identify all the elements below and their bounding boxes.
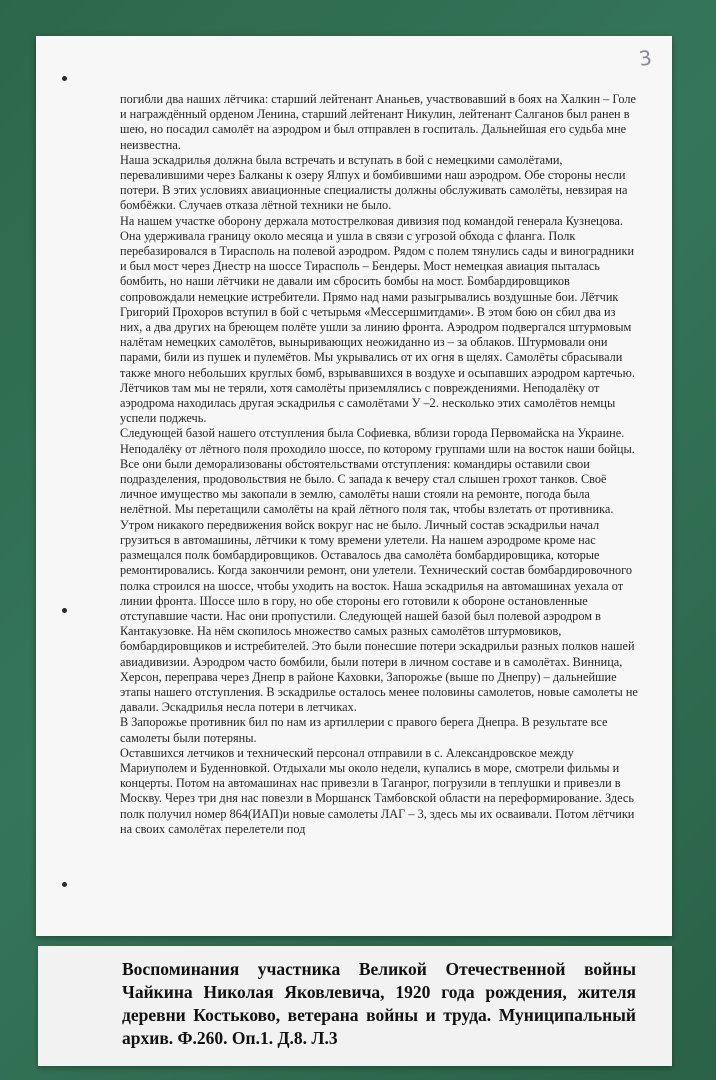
paragraph: На нашем участке оборону держала мотострелковая дивизия под командой генерала Кузнецова. Она удерживала границу около месяца и ушла в связи с угрозой обхода с фланга. Полк перебазировался в Тирасполь на полевой аэродром. Рядом с полем тянулись сады и виноградники и был мост через Днестр на шоссе Тирасполь – Бендеры. Мост немецкая авиация пыталась бомбить, но наши лётчики не давали им сбросить бомбы на мост. Бомбардировщиков сопровождали немецкие истребители. Прямо над нами разыгрывались воздушные бои. Лётчик Григорий Прохоров вступил в бой с четырьмя «Мессершмитдами». В этом бою он сбил два из них, а два других на бреющем полёте ушли за линию фронта. Аэродром подвергался штурмовым налётам немецких самолётов, выныривающих неожиданно из – за облаков. Штурмовали они парами, били из пушек и пулемётов. Мы укрывались от их огня в щелях. Самолёты сбрасывали также много небольших круглых бомб, взрывавшихся в воздухе и осыпавших аэродром картечью. Лётчиков там мы не теряли, хотя самолёты приземлялись с повреждениями. Неподалёку от аэродрома находилась другая эскадрилья с самолётами У –2. несколько этих самолётов немцы успели поджечь. [120, 213, 635, 426]
paragraph: Наша эскадрилья должна была встречать и вступать в бой с немецкими самолётами, перевалившими через Балканы к озеру Ялпух и бомбившими наш аэродром. Обе стороны несли потери. В этих условиях авиационные специалисты должны обслуживать самолёты, невзирая на бомбёжки. Случаев отказа лётной техники не было. [120, 152, 628, 213]
punch-hole-mark [62, 882, 67, 887]
paragraph: В Запорожье противник бил по нам из артиллерии с правого берега Днепра. В результате все самолеты были потеряны. [120, 715, 608, 745]
paragraph: Оставшихся летчиков и технический персонал отправили в с. Александровское между Мариуполем и Буденновкой. Отдыхали мы около недели, купались в море, смотрели фильмы и концерты. Потом на автомашинах нас привезли в Таганрог, погрузили в теплушки и привезли в Москву. Через три дня нас повезли в Моршанск Тамбовской области на переформирование. Здесь полк получил номер 864(ИАП)и новые самолеты ЛАГ – 3, здесь мы их осваивали. Потом лётчики на своих самолётах перелетели под [120, 745, 635, 836]
paragraph: погибли два наших лётчика: старший лейтенант Ананьев, участвовавший в боях на Халкин – Голе и награждённый орденом Ленина, старший лейтенант Никулин, лейтенант Салганов был ранен в шею, но посадил самолёт на аэродром и был отправлен в госпиталь. Дальнейшая его судьба мне неизвестна. [120, 92, 636, 152]
caption-text: Воспоминания участника Великой Отечественной войны Чайкина Николая Яковлевича, 1920 года рождения, жителя деревни Костьково, ветерана войны и труда. Муниципальный архив. Ф.260. Оп.1. Д.8. Л.3 [122, 959, 636, 1048]
memoir-text [120, 92, 640, 837]
punch-hole-mark [62, 76, 67, 81]
paragraph: Утром никакого передвижения войск вокруг нас не было. Личный состав эскадрильи начал грузиться в автомашины, лётчики к тому времени улетели. На нашем аэродроме кроме нас размещался полк бомбардировщиков. Оставалось два самолёта бомбардировщика, которые ремонтировались. Когда закончили ремонт, они улетели. Технический состав бомбардировочного полка строился на шоссе, чтобы уходить на восток. Наша эскадрилья на автомашинах уехала от линии фронта. Шоссе шло в гору, но обе стороны его готовили к обороне остановленные отступавшие части. Нас они пропустили. Следующей нашей базой был полевой аэродром в Кантакузовке. На нём скопилось множество самых разных самолётов штурмовиков, бомбардировщиков и истребителей. Это были понесшие потери эскадрильи разных полков нашей авиадивизии. Аэродром часто бомбили, были потери в личном составе и в самолётах. Винница, Херсон, переправа через Днепр в районе Каховки, Запорожье (выше по Днепру) – дальнейшие этапы нашего отступления. В эскадрилье осталось менее половины самолетов, новые самолеты не давали. Эскадрилья несла потери в летчиках. [120, 517, 638, 715]
archive-document-sheet [36, 36, 672, 936]
paragraph: Следующей базой нашего отступления была Софиевка, вблизи города Первомайска на Украине. Неподалёку от лётного поля проходило шоссе, по которому группами шли на восток наши бойцы. Все они были деморализованы обстоятельствами отступления: командиры оставили свои подразделения, продовольствия не было. С запада к вечеру стал слышен грохот танков. Своё личное имущество мы закопали в землю, самолёты наши стояли на ремонте, погода была нелётной. Мы перетащили самолёты на край лётного поля так, чтобы взлетать от противника. [120, 426, 635, 517]
caption-label [38, 946, 672, 1066]
page-number: 3 [637, 45, 654, 71]
punch-hole-mark [62, 608, 67, 613]
